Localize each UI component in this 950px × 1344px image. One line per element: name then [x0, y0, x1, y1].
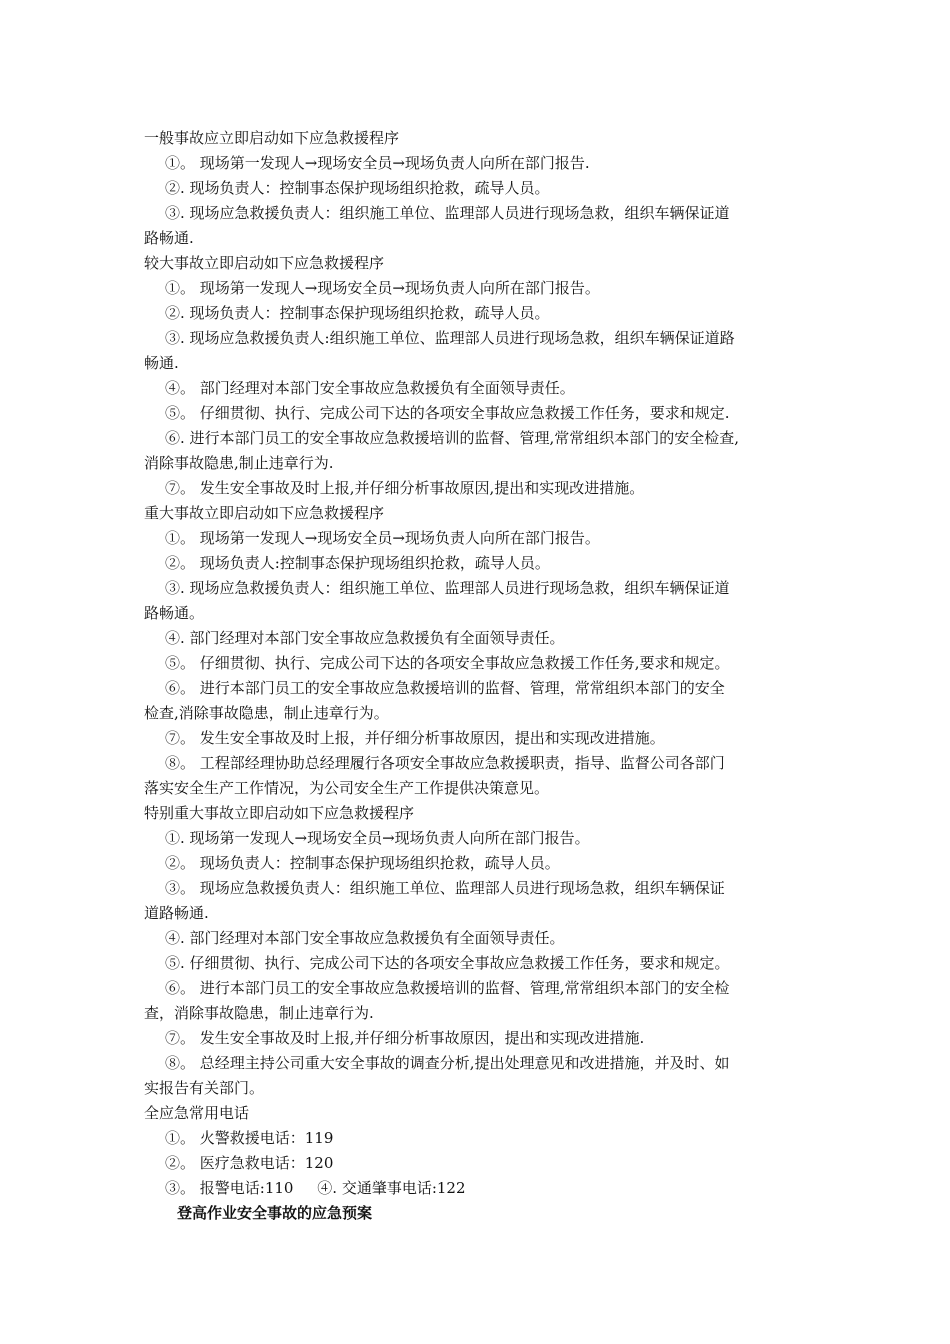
list-item: ⑦。 发生安全事故及时上报，并仔细分析事故原因，提出和实现改进措施。: [165, 729, 665, 747]
list-item: ①. 现场第一发现人→现场安全员→现场负责人向所在部门报告。: [165, 829, 590, 847]
list-item-continuation: 消除事故隐患,制止违章行为.: [144, 454, 334, 472]
section-heading: 一般事故应立即启动如下应急救援程序: [144, 129, 400, 147]
list-item-continuation: 检查,消除事故隐患，制止违章行为。: [144, 704, 389, 722]
list-item: ⑧。 总经理主持公司重大安全事故的调查分析,提出处理意见和改进措施，并及时、如: [165, 1054, 730, 1072]
list-item: ⑧。 工程部经理协助总经理履行各项安全事故应急救援职责，指导、监督公司各部门: [165, 754, 725, 772]
list-item: ⑦。 发生安全事故及时上报,并仔细分析事故原因,提出和实现改进措施。: [165, 479, 645, 497]
list-item: ⑤。 仔细贯彻、执行、完成公司下达的各项安全事故应急救援工作任务,要求和规定。: [165, 654, 730, 672]
document-heading: 登高作业安全事故的应急预案: [177, 1204, 373, 1222]
list-item: ④。 部门经理对本部门安全事故应急救援负有全面领导责任。: [165, 379, 575, 397]
list-item: ③. 现场应急救援负责人:组织施工单位、监理部人员进行现场急救，组织车辆保证道路: [165, 329, 735, 347]
list-item: ⑥. 进行本部门员工的安全事故应急救援培训的监督、管理,常常组织本部门的安全检查,: [165, 429, 740, 447]
section-heading: 重大事故立即启动如下应急救援程序: [144, 504, 385, 522]
list-item: ④. 部门经理对本部门安全事故应急救援负有全面领导责任。: [165, 629, 565, 647]
list-item-continuation: 畅通.: [144, 354, 179, 372]
section-heading: 较大事故立即启动如下应急救援程序: [144, 254, 385, 272]
list-item: ③. 现场应急救援负责人：组织施工单位、监理部人员进行现场急救，组织车辆保证道: [165, 204, 730, 222]
list-item: ⑤. 仔细贯彻、执行、完成公司下达的各项安全事故应急救援工作任务，要求和规定。: [165, 954, 730, 972]
list-item: ⑦。 发生安全事故及时上报,并仔细分析事故原因，提出和实现改进措施.: [165, 1029, 645, 1047]
list-item: ①。 现场第一发现人→现场安全员→现场负责人向所在部门报告。: [165, 529, 600, 547]
list-item-continuation: 道路畅通.: [144, 904, 209, 922]
list-item: ③. 现场应急救援负责人：组织施工单位、监理部人员进行现场急救，组织车辆保证道: [165, 579, 730, 597]
section-heading: 全应急常用电话: [144, 1104, 250, 1122]
list-item: ①。 现场第一发现人→现场安全员→现场负责人向所在部门报告。: [165, 279, 600, 297]
section-heading: 特别重大事故立即启动如下应急救援程序: [144, 804, 415, 822]
list-item: ⑥。 进行本部门员工的安全事故应急救援培训的监督、管理，常常组织本部门的安全: [165, 679, 725, 697]
list-item-continuation: 查，消除事故隐患，制止违章行为.: [144, 1004, 374, 1022]
list-item: ③。 现场应急救援负责人：组织施工单位、监理部人员进行现场急救，组织车辆保证: [165, 879, 725, 897]
list-item-continuation: 路畅通。: [144, 604, 205, 622]
list-item: ②。 医疗急救电话：120: [165, 1154, 334, 1172]
list-item: ①。 现场第一发现人→现场安全员→现场负责人向所在部门报告.: [165, 154, 590, 172]
list-item-continuation: 落实安全生产工作情况，为公司安全生产工作提供决策意见。: [144, 779, 550, 797]
list-item: ①。 火警救援电话：119: [165, 1129, 334, 1147]
list-item: ②. 现场负责人：控制事态保护现场组织抢救，疏导人员。: [165, 304, 550, 322]
list-item: ③。 报警电话:110 ④. 交通肇事电话:122: [165, 1179, 466, 1197]
list-item-continuation: 路畅通.: [144, 229, 194, 247]
list-item: ②。 现场负责人：控制事态保护现场组织抢救，疏导人员。: [165, 854, 560, 872]
list-item: ②。 现场负责人:控制事态保护现场组织抢救，疏导人员。: [165, 554, 550, 572]
list-item: ⑤。 仔细贯彻、执行、完成公司下达的各项安全事故应急救援工作任务，要求和规定.: [165, 404, 730, 422]
document-body: [144, 126, 806, 1226]
list-item: ⑥。 进行本部门员工的安全事故应急救援培训的监督、管理,常常组织本部门的安全检: [165, 979, 730, 997]
list-item: ②. 现场负责人：控制事态保护现场组织抢救，疏导人员。: [165, 179, 550, 197]
list-item-continuation: 实报告有关部门。: [144, 1079, 265, 1097]
list-item: ④. 部门经理对本部门安全事故应急救援负有全面领导责任。: [165, 929, 565, 947]
